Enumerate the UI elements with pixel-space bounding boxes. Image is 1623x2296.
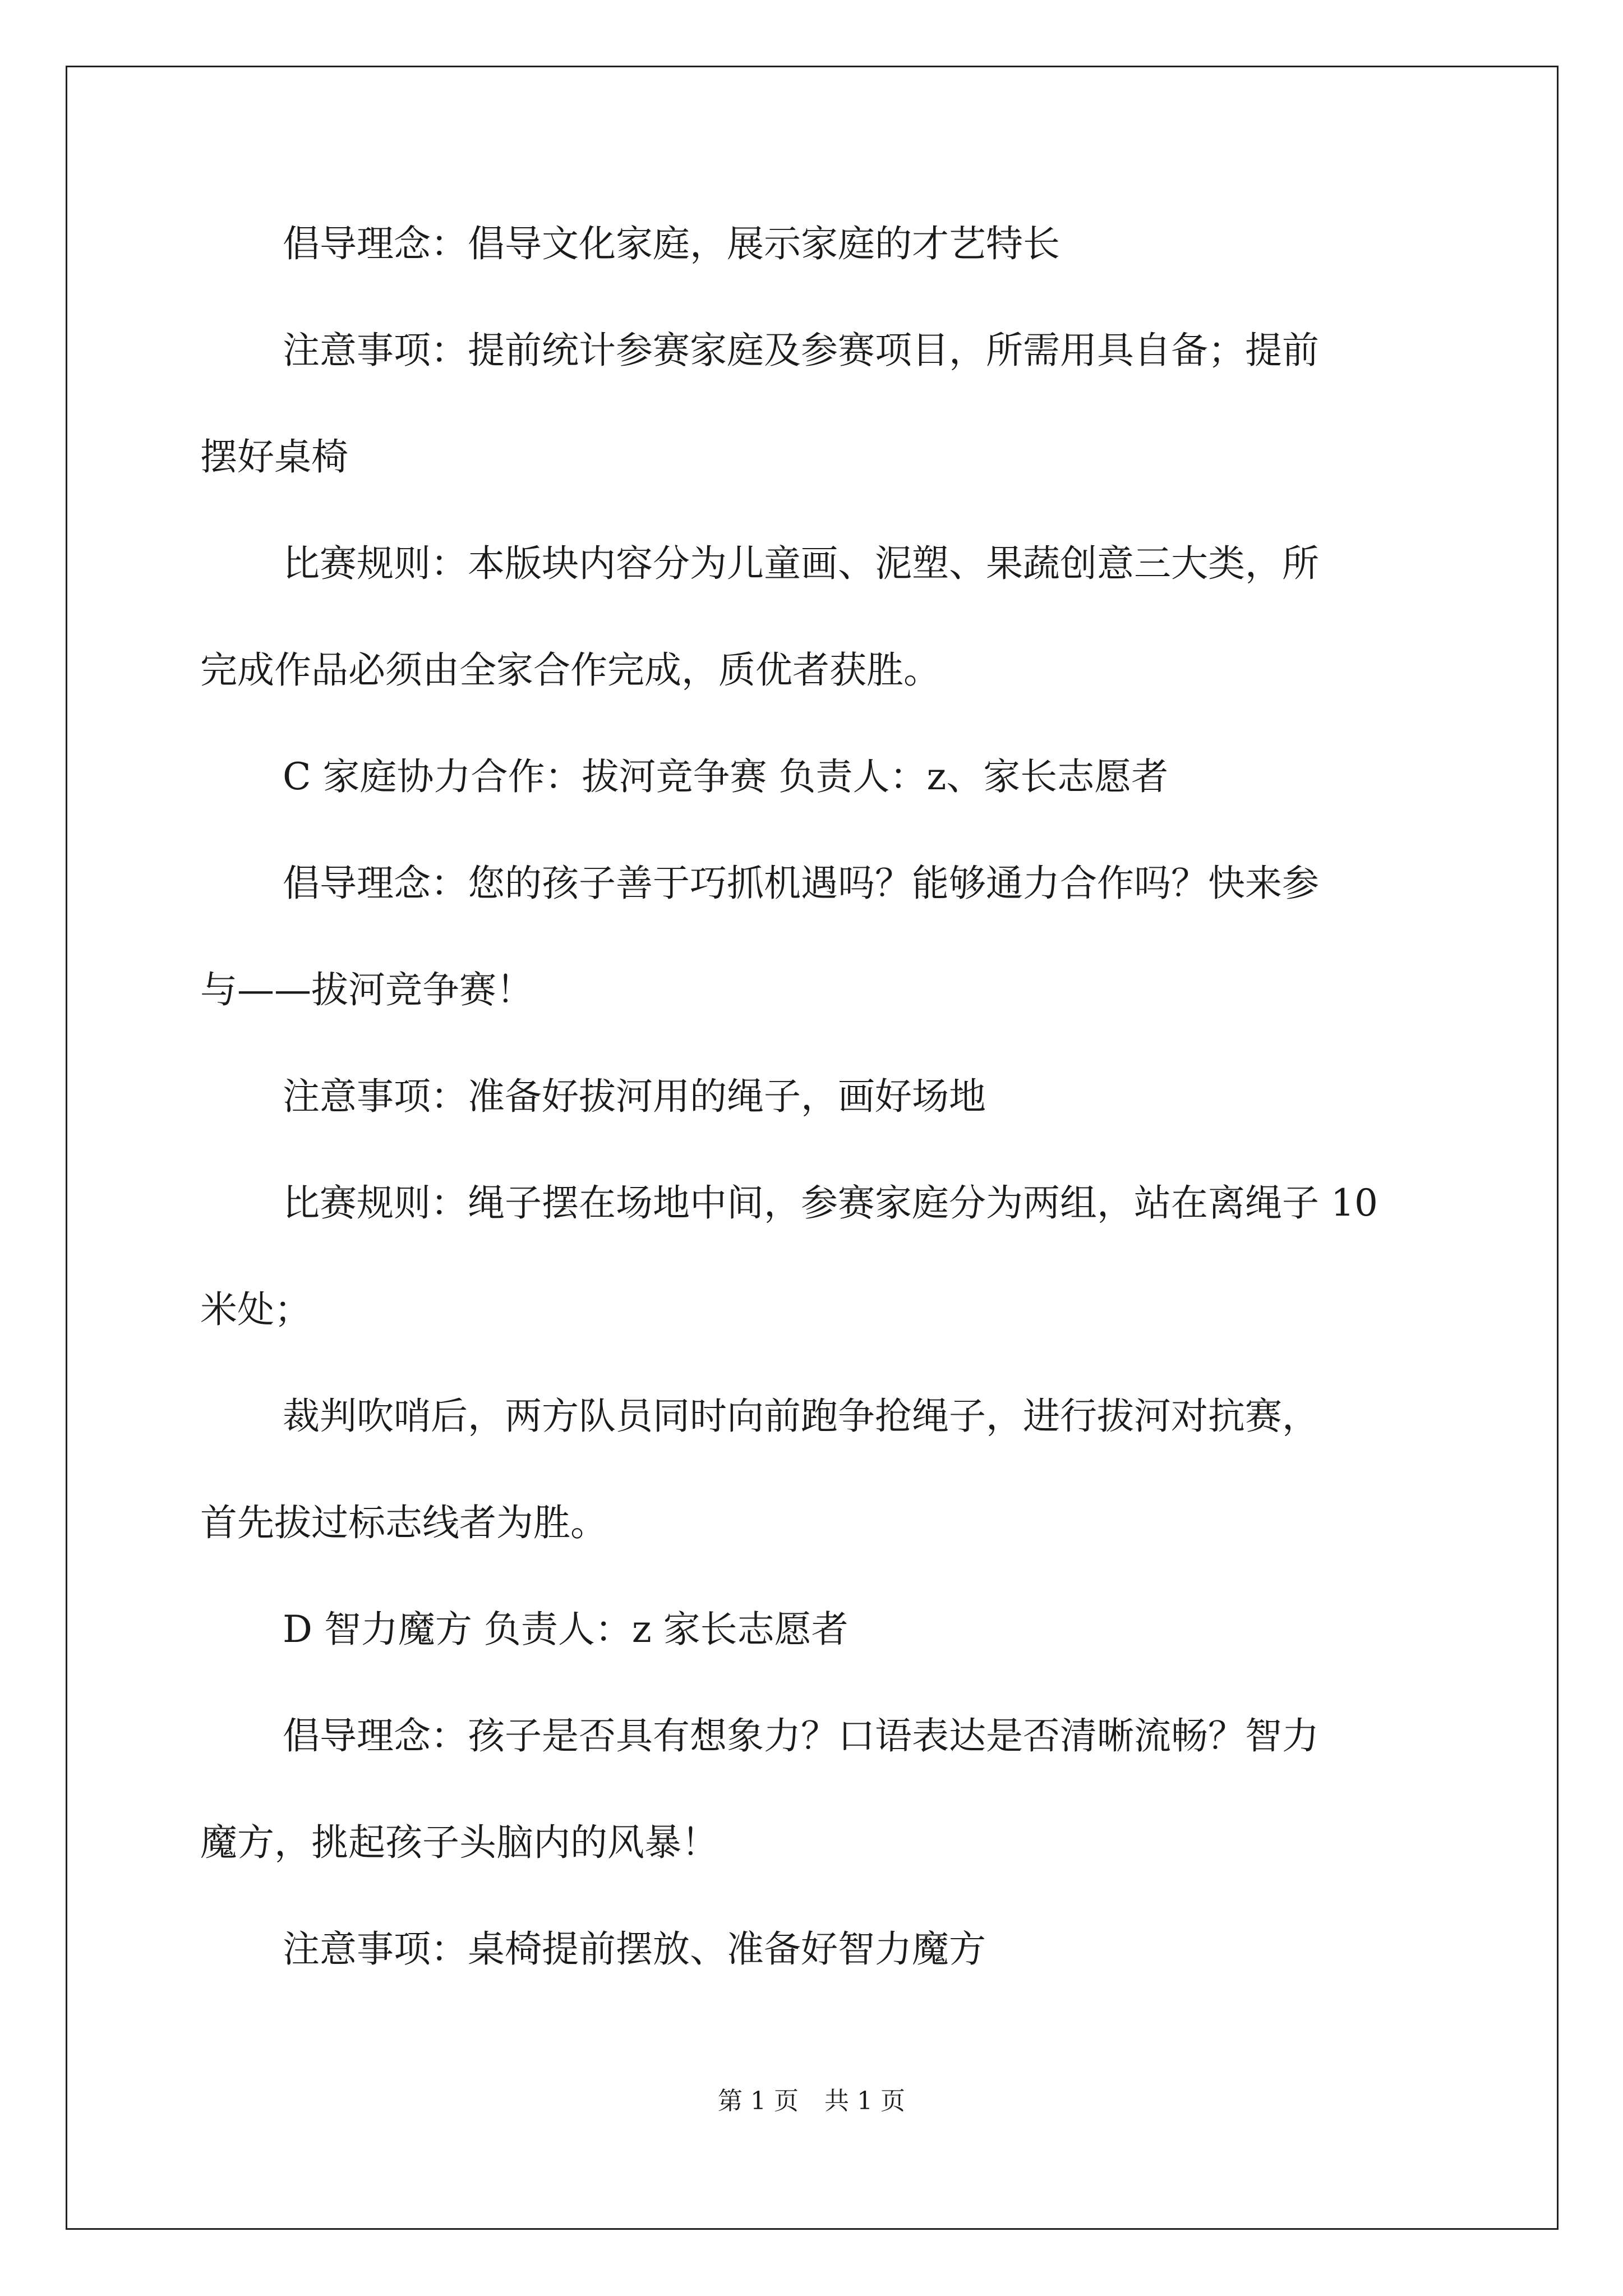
body-line: 倡导理念：倡导文化家庭，展示家庭的才艺特长	[283, 222, 1060, 265]
body-line: 与——拔河竞争赛！	[200, 968, 533, 1011]
body-line: 首先拔过标志线者为胜。	[200, 1501, 607, 1544]
body-line: 魔方，挑起孩子头脑内的风暴！	[200, 1821, 718, 1864]
body-line: 米处；	[200, 1288, 311, 1331]
section-heading: D 智力魔方 负责人：z 家长志愿者	[283, 1608, 849, 1651]
body-line: 完成作品必须由全家合作完成，质优者获胜。	[200, 648, 940, 692]
section-heading: C 家庭协力合作：拔河竞争赛 负责人：z、家长志愿者	[283, 755, 1169, 798]
body-line: 裁判吹哨后，两方队员同时向前跑争抢绳子，进行拔河对抗赛，	[283, 1395, 1319, 1438]
document-body	[200, 191, 1434, 2003]
body-line: 比赛规则：本版块内容分为儿童画、泥塑、果蔬创意三大类，所	[283, 542, 1319, 585]
body-line: 注意事项：准备好拔河用的绳子，画好场地	[283, 1075, 986, 1118]
body-line: 注意事项：提前统计参赛家庭及参赛项目，所需用具自备；提前	[283, 329, 1319, 372]
body-line: 比赛规则：绳子摆在场地中间，参赛家庭分为两组，站在离绳子 10	[283, 1181, 1378, 1225]
body-line: 倡导理念：您的孩子善于巧抓机遇吗？能够通力合作吗？快来参	[283, 862, 1319, 905]
body-line: 注意事项：桌椅提前摆放、准备好智力魔方	[283, 1927, 986, 1971]
page-number: 第 1 页	[718, 2087, 799, 2115]
page-footer	[0, 2085, 1623, 2118]
body-line: 摆好桌椅	[200, 435, 348, 478]
body-line: 倡导理念：孩子是否具有想象力？口语表达是否清晰流畅？智力	[283, 1714, 1319, 1757]
page-total: 共 1 页	[824, 2087, 905, 2115]
